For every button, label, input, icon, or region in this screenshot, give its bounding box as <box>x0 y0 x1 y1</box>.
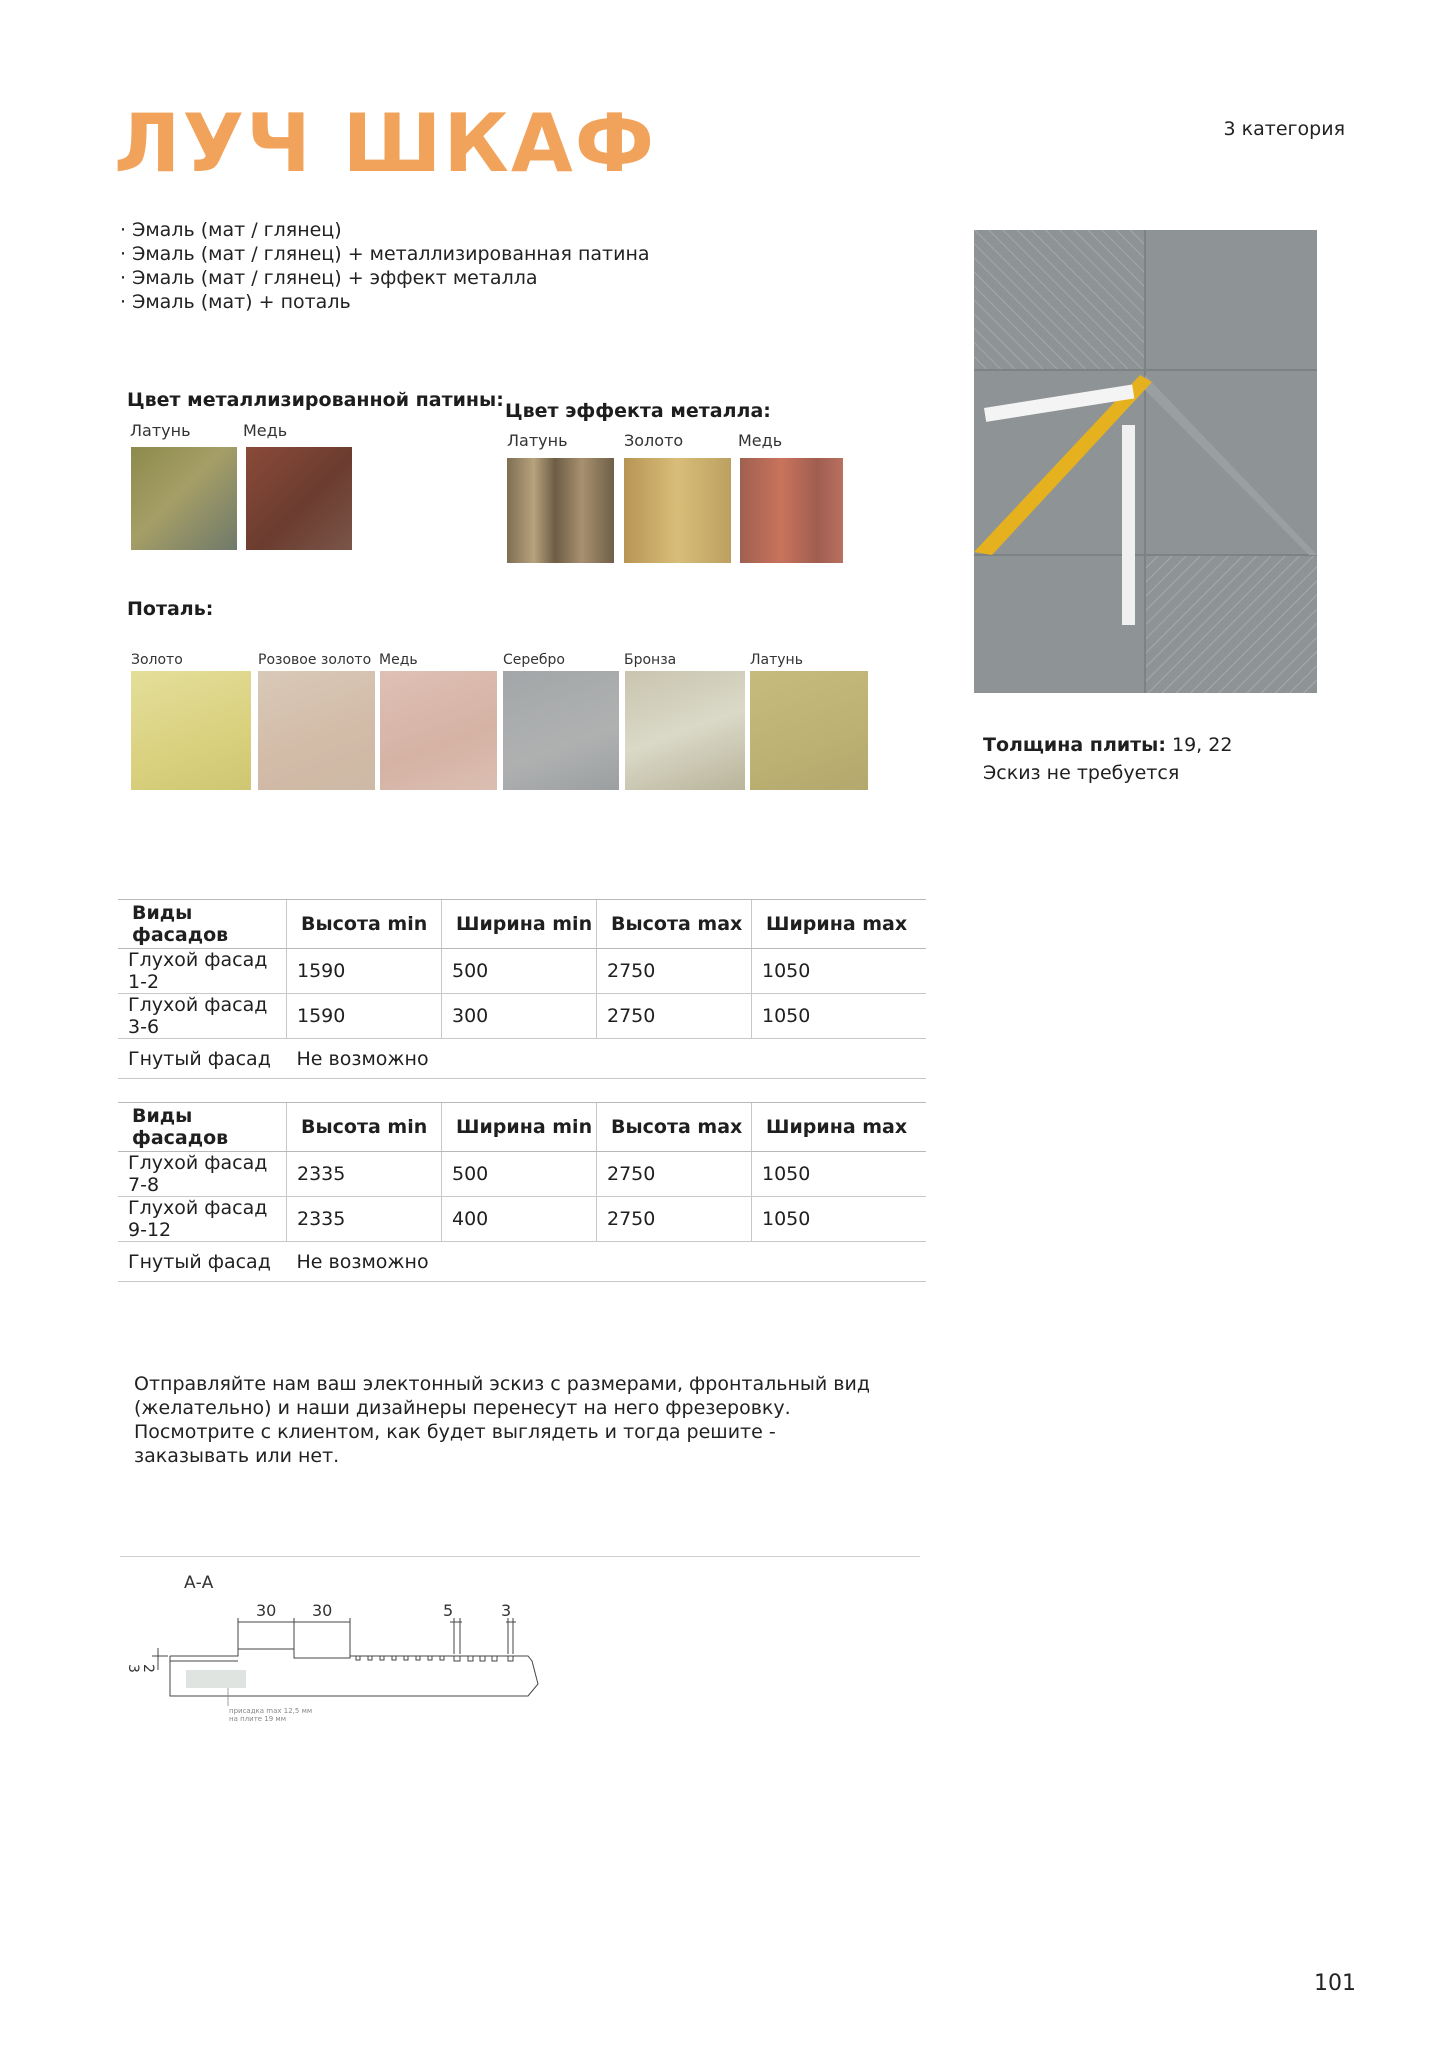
potal-label: Латунь <box>750 652 803 668</box>
dim-label: 30 <box>312 1601 333 1620</box>
table-row-bent <box>118 1242 926 1282</box>
section-drawing-svg <box>125 1566 598 1726</box>
metal-effect-label: Золото <box>624 431 684 450</box>
sketch-instructions: Отправляйте нам ваш электонный эскиз с размерами, фронтальный вид (желательно) и наши дизайнеры перенесут на него фрезеровку. Посмотрите с клиентом, как будет выглядеть и тогда решите - заказывать или нет. <box>134 1373 870 1467</box>
swatch-patina-brass <box>131 447 237 550</box>
table-row <box>118 1152 926 1197</box>
table-header: Виды фасадов <box>118 900 287 949</box>
table-row <box>118 1197 926 1242</box>
section-label: А-А <box>184 1573 214 1593</box>
table-row-bent <box>118 1039 926 1079</box>
table-header: Высота min <box>287 1103 442 1152</box>
finish-option: · Эмаль (мат) + поталь <box>120 291 351 313</box>
facade-illustration <box>974 230 1317 693</box>
swatch-patina-copper <box>246 447 352 550</box>
section-drawing <box>125 1566 598 1730</box>
dim-label: 2 <box>140 1664 156 1673</box>
facade-photo <box>974 230 1317 693</box>
table-cell: 2750 <box>597 1152 752 1197</box>
swatch-potal-copper <box>380 671 497 790</box>
table-cell: 500 <box>442 949 597 994</box>
thickness-spec <box>983 734 1232 756</box>
swatch-metal-copper <box>740 458 843 563</box>
swatch-potal-gold <box>131 671 251 790</box>
potal-label: Золото <box>131 652 183 668</box>
table-cell: Не возможно <box>287 1242 927 1282</box>
table-cell: Глухой фасад 1-2 <box>118 949 287 994</box>
table-cell: 2335 <box>287 1197 442 1242</box>
table-cell: 2750 <box>597 994 752 1039</box>
swatch-potal-bronze <box>625 671 745 790</box>
dim-label: 3 <box>125 1664 141 1673</box>
metal-effect-title: Цвет эффекта металла: <box>505 400 771 422</box>
potal-label: Медь <box>379 652 418 668</box>
table-header: Ширина min <box>442 1103 597 1152</box>
potal-title: Поталь: <box>127 598 214 620</box>
dim-label: 5 <box>443 1601 454 1620</box>
page-number: 101 <box>1314 1971 1356 1996</box>
table-cell: 1590 <box>287 949 442 994</box>
thickness-value: 19, 22 <box>1165 734 1233 756</box>
finish-option: · Эмаль (мат / глянец) + металлизированная патина <box>120 243 650 265</box>
swatch-metal-brass <box>507 458 614 563</box>
patina-title: Цвет металлизированной патины: <box>127 389 504 411</box>
thickness-label: Толщина плиты: <box>983 734 1166 756</box>
table-cell: 2750 <box>597 949 752 994</box>
patina-label: Медь <box>243 421 288 440</box>
table-header: Ширина max <box>752 900 927 949</box>
table-header: Высота min <box>287 900 442 949</box>
metal-effect-label: Медь <box>738 431 783 450</box>
table-header: Виды фасадов <box>118 1103 287 1152</box>
table-cell: 300 <box>442 994 597 1039</box>
table-cell: 2750 <box>597 1197 752 1242</box>
table-cell: Гнутый фасад <box>118 1242 287 1282</box>
swatch-potal-brass <box>750 671 868 790</box>
potal-label: Серебро <box>503 652 565 668</box>
table-cell: 1050 <box>752 1197 927 1242</box>
divider <box>120 1556 920 1557</box>
table-cell: 400 <box>442 1197 597 1242</box>
category-label: 3 категория <box>1223 118 1345 140</box>
drawing-caption: на плите 19 мм <box>229 1715 286 1723</box>
table-header: Высота max <box>597 1103 752 1152</box>
potal-label: Розовое золото <box>258 652 372 668</box>
table-header: Ширина max <box>752 1103 927 1152</box>
page-title: ЛУЧ ШКАФ <box>114 97 657 190</box>
table-header-row <box>118 900 926 949</box>
table-header: Высота max <box>597 900 752 949</box>
drawing-caption: присадка max 12,5 мм <box>229 1707 313 1715</box>
table-row <box>118 994 926 1039</box>
table-cell: Глухой фасад 7-8 <box>118 1152 287 1197</box>
patina-label: Латунь <box>130 421 191 440</box>
finish-options-list <box>120 218 650 314</box>
table-cell: Не возможно <box>287 1039 927 1079</box>
table-cell: Глухой фасад 3-6 <box>118 994 287 1039</box>
drilling-zone <box>186 1670 246 1688</box>
dim-label: 3 <box>501 1601 512 1620</box>
swatch-metal-gold <box>624 458 731 563</box>
table-cell: 2335 <box>287 1152 442 1197</box>
finish-option: · Эмаль (мат / глянец) <box>120 219 342 241</box>
table-cell: Глухой фасад 9-12 <box>118 1197 287 1242</box>
finish-option: · Эмаль (мат / глянец) + эффект металла <box>120 267 538 289</box>
metal-effect-label: Латунь <box>507 431 568 450</box>
table-cell: 1050 <box>752 949 927 994</box>
table-cell: 1590 <box>287 994 442 1039</box>
table-header: Ширина min <box>442 900 597 949</box>
dim-label: 30 <box>256 1601 277 1620</box>
table-cell: 1050 <box>752 1152 927 1197</box>
table-row <box>118 949 926 994</box>
table-cell: 500 <box>442 1152 597 1197</box>
facade-size-table-1 <box>118 899 926 1079</box>
table-cell: 1050 <box>752 994 927 1039</box>
facade-size-table-2 <box>118 1102 926 1282</box>
table-cell: Гнутый фасад <box>118 1039 287 1079</box>
table-header-row <box>118 1103 926 1152</box>
potal-label: Бронза <box>624 652 677 668</box>
swatch-potal-silver <box>503 671 619 790</box>
swatch-potal-rose-gold <box>258 671 375 790</box>
sketch-note: Эскиз не требуется <box>983 762 1180 784</box>
